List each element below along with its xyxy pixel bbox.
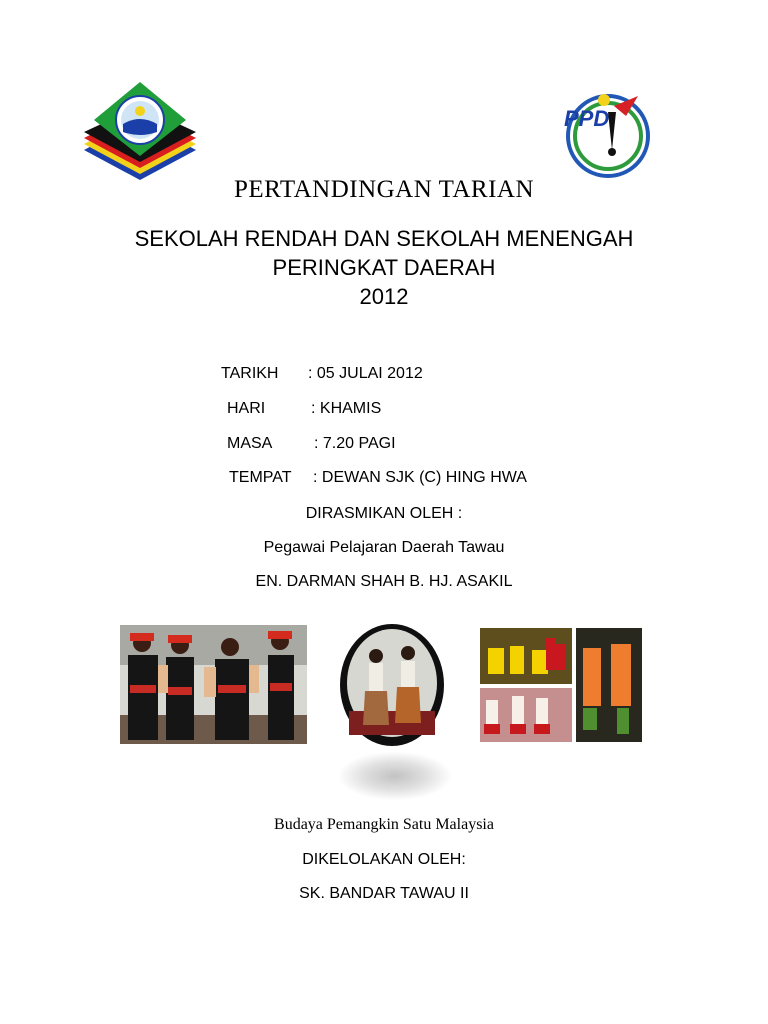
subtitle-line-2: PERINGKAT DAERAH: [272, 255, 496, 280]
officiator-title: Pegawai Pelajaran Daerah Tawau: [263, 539, 505, 556]
time-label: MASA: [227, 435, 273, 452]
motto: Budaya Pemangkin Satu Malaysia: [274, 816, 494, 833]
date-label: TARIKH: [221, 365, 279, 382]
dancers-group-photo: [120, 625, 307, 744]
ppd-tawau-logo: [556, 88, 664, 180]
officiated-by-label: DIRASMIKAN OLEH :: [305, 505, 463, 522]
day-value: : KHAMIS: [311, 400, 382, 417]
photo-shadow: [339, 752, 451, 800]
day-label: HARI: [227, 400, 266, 417]
venue-value: : DEWAN SJK (C) HING HWA: [313, 469, 527, 486]
organizer-name: SK. BANDAR TAWAU II: [299, 885, 469, 902]
officiator-name: EN. DARMAN SHAH B. HJ. ASAKIL: [255, 573, 513, 590]
subtitle-line-3: 2012: [359, 284, 409, 309]
time-value: : 7.20 PAGI: [314, 435, 396, 452]
document-title: PERTANDINGAN TARIAN: [233, 176, 535, 203]
subtitle-line-1: SEKOLAH RENDAH DAN SEKOLAH MENENGAH: [134, 226, 634, 251]
state-education-department-logo: [82, 80, 198, 184]
duet-dancers-photo: [339, 623, 445, 747]
date-value: : 05 JULAI 2012: [308, 365, 423, 382]
organized-by-label: DIKELOLAKAN OLEH:: [302, 851, 466, 868]
svg-text:PPD: PPD: [564, 106, 610, 131]
venue-label: TEMPAT: [229, 469, 292, 486]
dance-performance-collage: [480, 628, 642, 742]
